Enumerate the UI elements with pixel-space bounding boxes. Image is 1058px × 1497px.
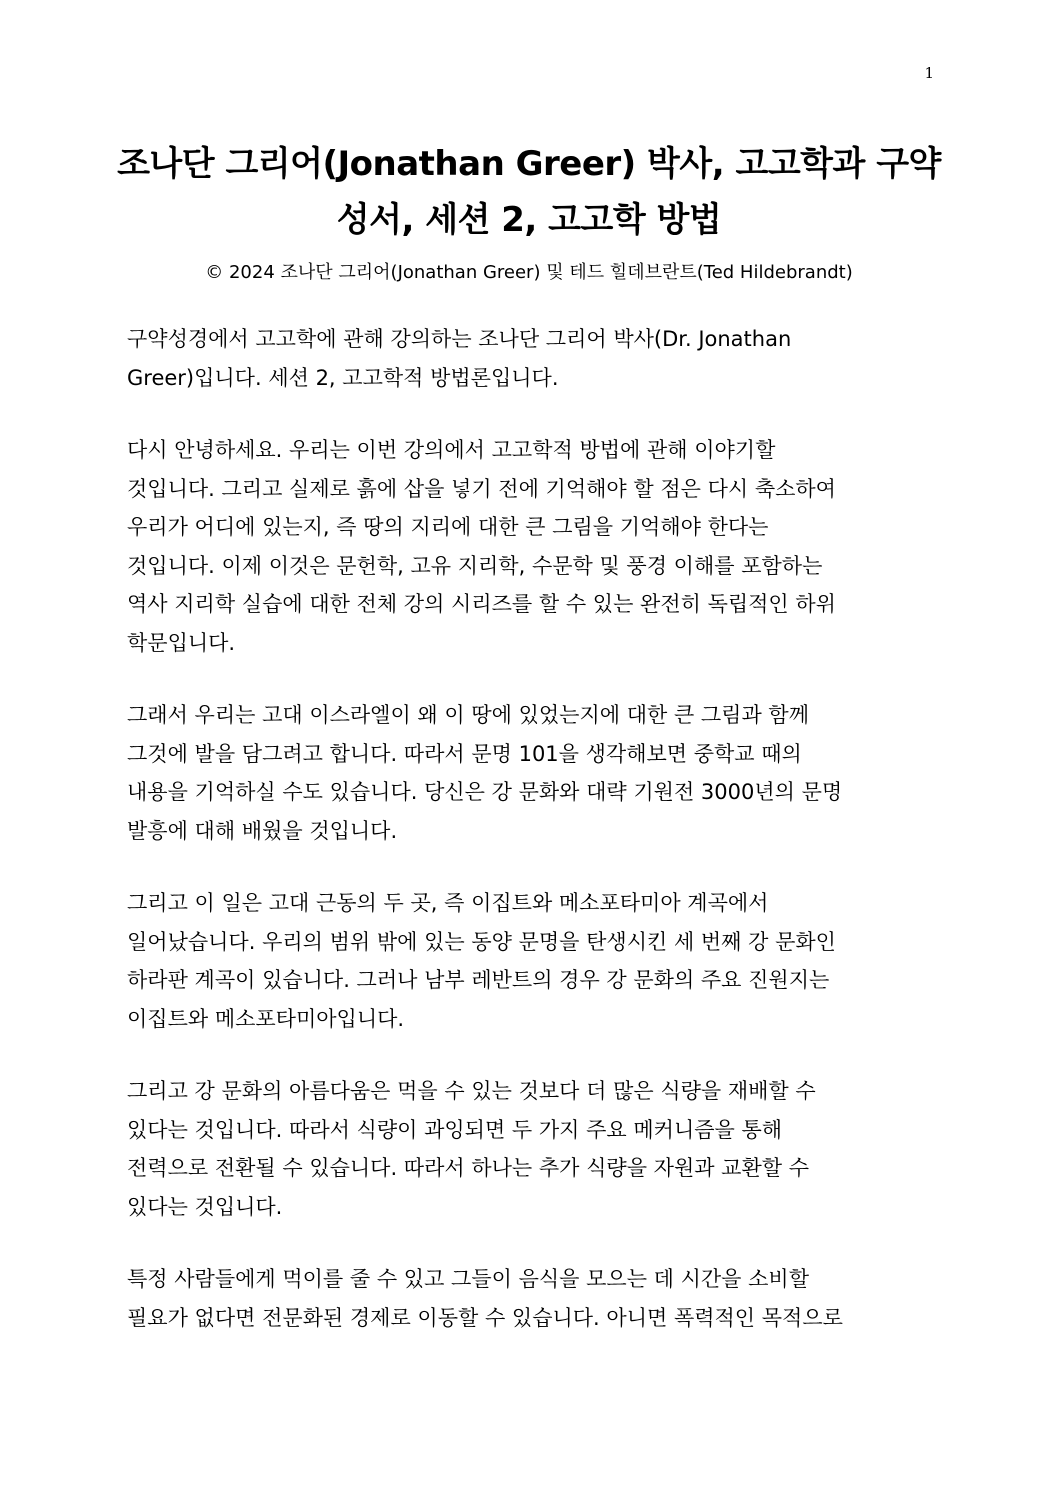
text-line: 필요가 없다면 전문화된 경제로 이동할 수 있습니다. 아니면 폭력적인 목적으로 [127,1305,843,1330]
text-line: 전력으로 전환될 수 있습니다. 따라서 하나는 추가 식량을 자원과 교환할 수 [127,1156,810,1180]
text-line: 구약성경에서 고고학에 관해 강의하는 조나단 그리어 박사(Dr. Jonathan [127,327,792,351]
text-line: 특정 사람들에게 먹이를 줄 수 있고 그들이 음식을 모으는 데 시간을 소비할 [127,1267,810,1291]
text-line: 이집트와 메소포타미아입니다. [127,1006,405,1031]
text-line: 그것에 발을 담그려고 합니다. 따라서 문명 101을 생각해보면 중학교 때의 [127,741,802,766]
title-line-1: 조나단 그리어(Jonathan Greer) 박사, 고고학과 구약 [117,144,941,184]
text-line: 역사 지리학 실습에 대한 전체 강의 시리즈를 할 수 있는 완전히 독립적인 하위 [127,592,836,616]
text-line: 그리고 강 문화의 아름다움은 먹을 수 있는 것보다 더 많은 식량을 재배할 수 [127,1079,816,1103]
page-number: 1 [924,64,934,82]
text-line: 있다는 것입니다. 따라서 식량이 과잉되면 두 가지 주요 메커니즘을 통해 [127,1117,783,1142]
paragraph-4 [127,884,927,1038]
text-line: 내용을 기억하실 수도 있습니다. 당신은 강 문화와 대략 기원전 3000년의 문명 [127,780,843,804]
paragraph-5 [127,1072,927,1226]
text-line: 있다는 것입니다. [127,1194,283,1219]
paragraph-6 [127,1260,927,1337]
copyright-notice: © 2024 조나단 그리어(Jonathan Greer) 및 테드 힐데브란트(Ted Hildebrandt) [205,262,853,283]
text-line: 것입니다. 이제 이것은 문헌학, 고유 지리학, 수문학 및 풍경 이해를 포함하는 [127,553,823,578]
document-title [100,136,958,248]
paragraph-1 [127,320,927,397]
text-line: 학문입니다. [127,630,236,655]
paragraph-3 [127,696,927,850]
text-line: 우리가 어디에 있는지, 즉 땅의 지리에 대한 큰 그림을 기억해야 한다는 [127,515,769,539]
text-line: 그래서 우리는 고대 이스라엘이 왜 이 땅에 있었는지에 대한 큰 그림과 함께 [127,703,810,727]
title-line-2: 성서, 세션 2, 고고학 방법 [336,200,722,240]
text-line: 하라판 계곡이 있습니다. 그러나 남부 레반트의 경우 강 문화의 주요 진원지는 [127,968,830,992]
text-line: Greer)입니다. 세션 2, 고고학적 방법론입니다. [127,365,559,390]
paragraph-2 [127,431,927,662]
text-line: 그리고 이 일은 고대 근동의 두 곳, 즉 이집트와 메소포타미아 계곡에서 [127,891,769,915]
text-line: 것입니다. 그리고 실제로 흙에 삽을 넣기 전에 기억해야 할 점은 다시 축소하여 [127,476,836,501]
text-line: 일어났습니다. 우리의 범위 밖에 있는 동양 문명을 탄생시킨 세 번째 강 문화인 [127,929,836,954]
text-line: 발흥에 대해 배웠을 것입니다. [127,818,398,843]
transcript-body [127,320,927,1371]
text-line: 다시 안녕하세요. 우리는 이번 강의에서 고고학적 방법에 관해 이야기할 [127,438,776,462]
